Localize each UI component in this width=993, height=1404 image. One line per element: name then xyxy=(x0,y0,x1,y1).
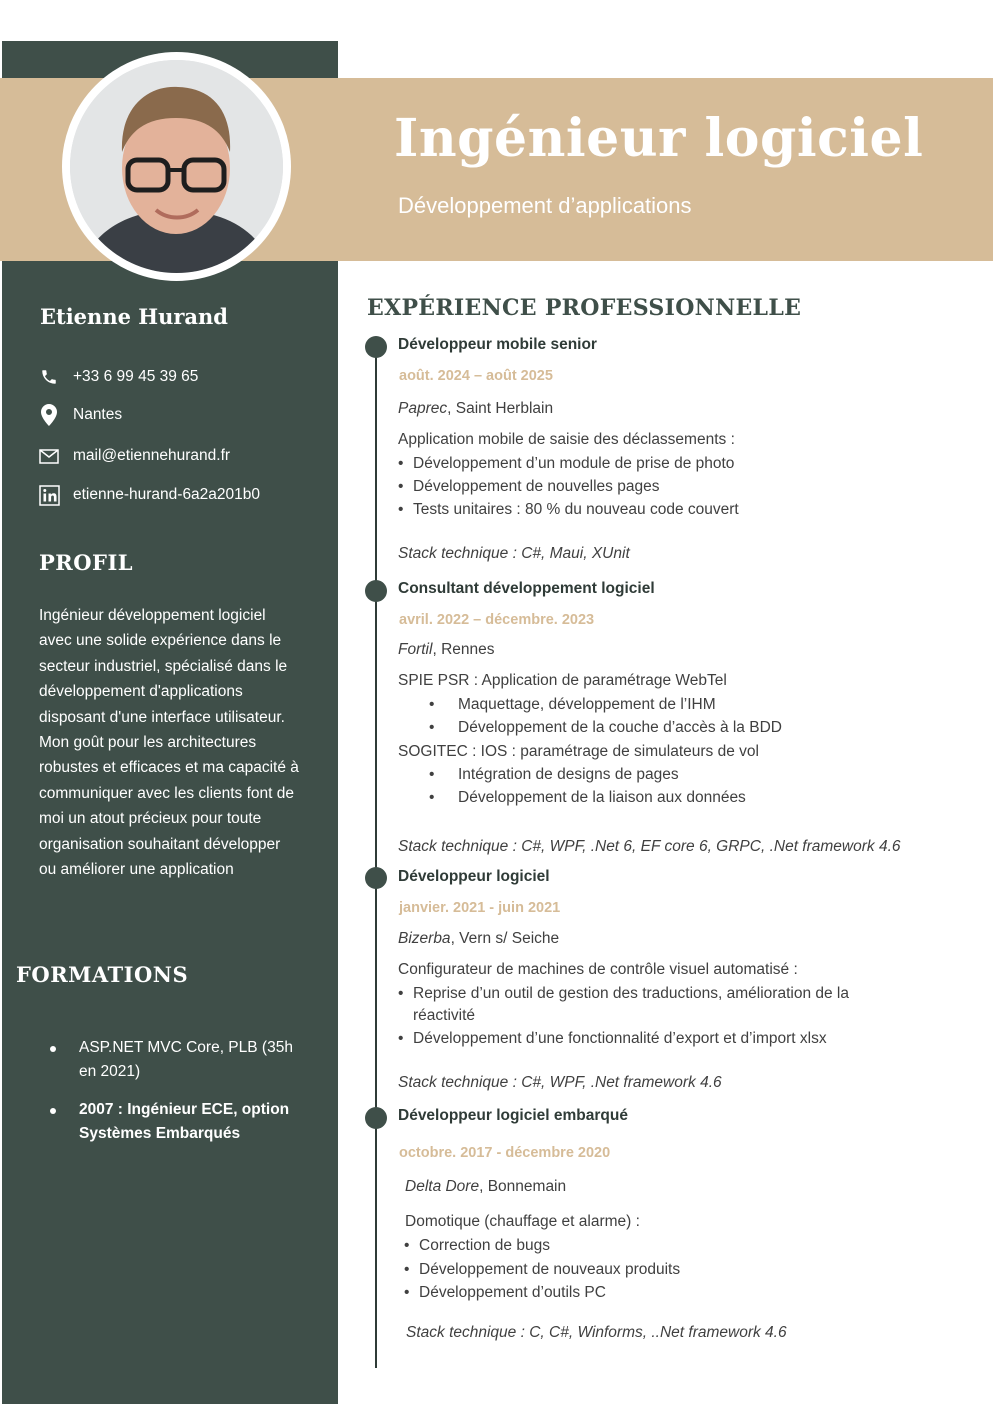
job-stack: Stack technique : C#, WPF, .Net framework 4.6 xyxy=(398,1074,722,1091)
job-company: Bizerba, Vern s/ Seiche xyxy=(398,930,560,947)
timeline-dot xyxy=(365,336,387,358)
contact-city xyxy=(38,404,122,426)
job-bullet: • Intégration de designs de pages xyxy=(458,766,679,784)
phone-icon xyxy=(38,366,60,388)
page-subtitle: Développement d’applications xyxy=(398,193,692,218)
job-bullet-continuation: réactivité xyxy=(413,1007,476,1024)
formation-item: 2007 : Ingénieur ECE, option Systèmes Embarqués xyxy=(48,1098,298,1146)
timeline-line xyxy=(375,346,377,1368)
mail-icon xyxy=(38,445,60,467)
job-title: Développeur logiciel xyxy=(398,868,550,885)
job-bullet: • Développement d’outils PC xyxy=(419,1284,606,1302)
job-intro: Configurateur de machines de contrôle visuel automatisé : xyxy=(398,961,798,978)
job-bullet: • Tests unitaires : 80 % du nouveau code couvert xyxy=(413,501,739,519)
timeline-dot xyxy=(365,867,387,889)
profile-photo xyxy=(70,60,283,273)
job-intro: Application mobile de saisie des déclassements : xyxy=(398,431,735,448)
job-bullet: • Développement de nouveaux produits xyxy=(419,1261,680,1279)
phone-number: +33 6 99 45 39 65 xyxy=(73,368,199,385)
job-dates: août. 2024 – août 2025 xyxy=(399,368,553,384)
job-title: Développeur logiciel embarqué xyxy=(398,1107,628,1124)
job-bullet: • Développement d’une fonctionnalité d’export et d’import xlsx xyxy=(413,1030,827,1048)
profile-text: Ingénieur développement logiciel avec une solide expérience dans le secteur industriel, spécialisé dans le développement d'applications disposant d'une interface utilisateur. Mon goût pour les architectures robustes et efficaces et ma capacité à communiquer avec les clients font de moi un atout précieux pour toute organisation souhaitant développer ou améliorer une application xyxy=(39,607,299,879)
linkedin-icon xyxy=(38,484,60,506)
job-stack: Stack technique : C#, Maui, XUnit xyxy=(398,545,630,562)
person-name: Etienne Hurand xyxy=(40,304,228,329)
job-title: Développeur mobile senior xyxy=(398,336,597,353)
job-company: Paprec, Saint Herblain xyxy=(398,400,554,417)
experience-heading: EXPÉRIENCE PROFESSIONNELLE xyxy=(367,295,802,321)
job-company: Fortil, Rennes xyxy=(398,641,495,658)
job-bullet: • Développement d’un module de prise de photo xyxy=(413,455,734,473)
job-bullet: • Correction de bugs xyxy=(419,1237,550,1255)
job-bullet: • Maquettage, développement de l’IHM xyxy=(458,696,716,714)
job-stack: Stack technique : C, C#, Winforms, ..Net framework 4.6 xyxy=(406,1324,787,1341)
job-project: SPIE PSR : Application de paramétrage WebTel xyxy=(398,672,727,689)
job-dates: avril. 2022 – décembre. 2023 xyxy=(399,612,595,628)
job-bullet: • Développement de la couche d’accès à la BDD xyxy=(458,719,782,737)
job-title: Consultant développement logiciel xyxy=(398,580,655,597)
email-text: mail@etiennehurand.fr xyxy=(73,447,231,464)
job-stack: Stack technique : C#, WPF, .Net 6, EF core 6, GRPC, .Net framework 4.6 xyxy=(398,838,901,855)
linkedin-text: etienne-hurand-6a2a201b0 xyxy=(73,486,261,503)
page-title: Ingénieur logiciel xyxy=(394,108,924,169)
contact-linkedin xyxy=(38,484,260,506)
job-dates: janvier. 2021 - juin 2021 xyxy=(399,900,561,916)
contact-email xyxy=(38,445,230,467)
job-dates: octobre. 2017 - décembre 2020 xyxy=(399,1145,611,1161)
job-intro: Domotique (chauffage et alarme) : xyxy=(405,1213,640,1230)
job-bullet: • Développement de la liaison aux données xyxy=(458,789,746,807)
job-company: Delta Dore, Bonnemain xyxy=(405,1178,567,1195)
formation-item: ASP.NET MVC Core, PLB (35h en 2021) xyxy=(48,1036,298,1084)
location-pin-icon xyxy=(38,404,60,426)
city-text: Nantes xyxy=(73,406,123,423)
formations-list xyxy=(48,1036,298,1160)
formations-heading: FORMATIONS xyxy=(16,962,189,987)
job-bullet: • Développement de nouvelles pages xyxy=(413,478,659,496)
job-project: SOGITEC : IOS : paramétrage de simulateurs de vol xyxy=(398,743,759,760)
profile-heading: PROFIL xyxy=(39,550,134,575)
job-bullet: • Reprise d’un outil de gestion des traductions, amélioration de la xyxy=(413,985,849,1003)
timeline-dot xyxy=(365,580,387,602)
contact-phone xyxy=(38,366,198,388)
timeline-dot xyxy=(365,1107,387,1129)
